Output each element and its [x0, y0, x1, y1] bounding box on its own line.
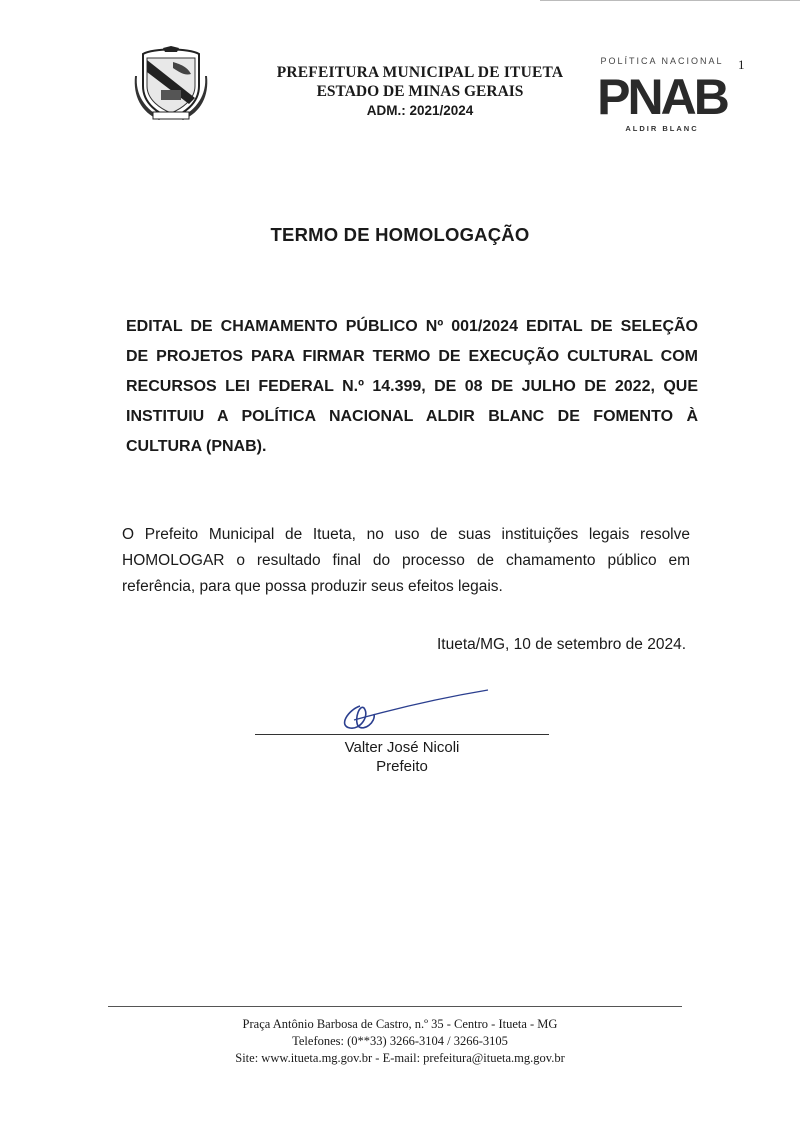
signatory-role: Prefeito	[376, 758, 428, 775]
footer-address: Praça Antônio Barbosa de Castro, n.º 35 - Centro - Itueta - MG	[242, 1017, 558, 1031]
footer-phones: Telefones: (0**33) 3266-3104 / 3266-3105	[292, 1034, 508, 1048]
footer	[150, 1016, 650, 1067]
edital-line: EDITAL DE CHAMAMENTO PÚBLICO Nº 001/2024 EDITAL DE SELEÇÃO	[126, 318, 698, 335]
signature-line	[255, 734, 549, 735]
edital-line: CULTURA (PNAB).	[126, 438, 267, 455]
pnab-mark: PNAB	[597, 69, 727, 125]
scan-edge-line	[540, 0, 800, 1]
footer-site-email: Site: www.itueta.mg.gov.br - E-mail: prefeitura@itueta.mg.gov.br	[235, 1051, 565, 1065]
place-date: Itueta/MG, 10 de setembro de 2024.	[436, 636, 686, 653]
coat-of-arms-icon	[133, 46, 209, 122]
document-title: TERMO DE HOMOLOGAÇÃO	[270, 224, 530, 245]
edital-line: RECURSOS LEI FEDERAL N.º 14.399, DE 08 DE JULHO DE 2022, QUE	[126, 378, 698, 395]
handwritten-signature	[330, 686, 500, 734]
header-city-hall: PREFEITURA MUNICIPAL DE ITUETA	[276, 64, 564, 81]
edital-reference	[126, 312, 698, 462]
pnab-bottom-text: ALDIR BLANC	[625, 124, 699, 133]
footer-divider	[108, 1006, 682, 1007]
pnab-logo	[588, 52, 736, 136]
signatory-name: Valter José Nicoli	[344, 739, 460, 756]
letterhead	[250, 64, 590, 118]
pnab-top-text: POLÍTICA NACIONAL	[600, 56, 724, 66]
body-line: O Prefeito Municipal de Itueta, no uso de suas instituições legais resolve	[122, 526, 690, 543]
page-number: 1	[738, 57, 745, 72]
header-state: ESTADO DE MINAS GERAIS	[316, 83, 524, 100]
body-line: referência, para que possa produzir seus efeitos legais.	[122, 578, 503, 595]
edital-line: DE PROJETOS PARA FIRMAR TERMO DE EXECUÇÃO CULTURAL COM	[126, 348, 698, 365]
edital-line: INSTITUIU A POLÍTICA NACIONAL ALDIR BLANC DE FOMENTO À	[126, 408, 698, 425]
homologation-paragraph	[122, 522, 690, 600]
signatory-block	[255, 738, 549, 776]
body-line: HOMOLOGAR o resultado final do processo de chamamento público em	[122, 552, 690, 569]
header-administration: ADM.: 2021/2024	[366, 103, 474, 118]
